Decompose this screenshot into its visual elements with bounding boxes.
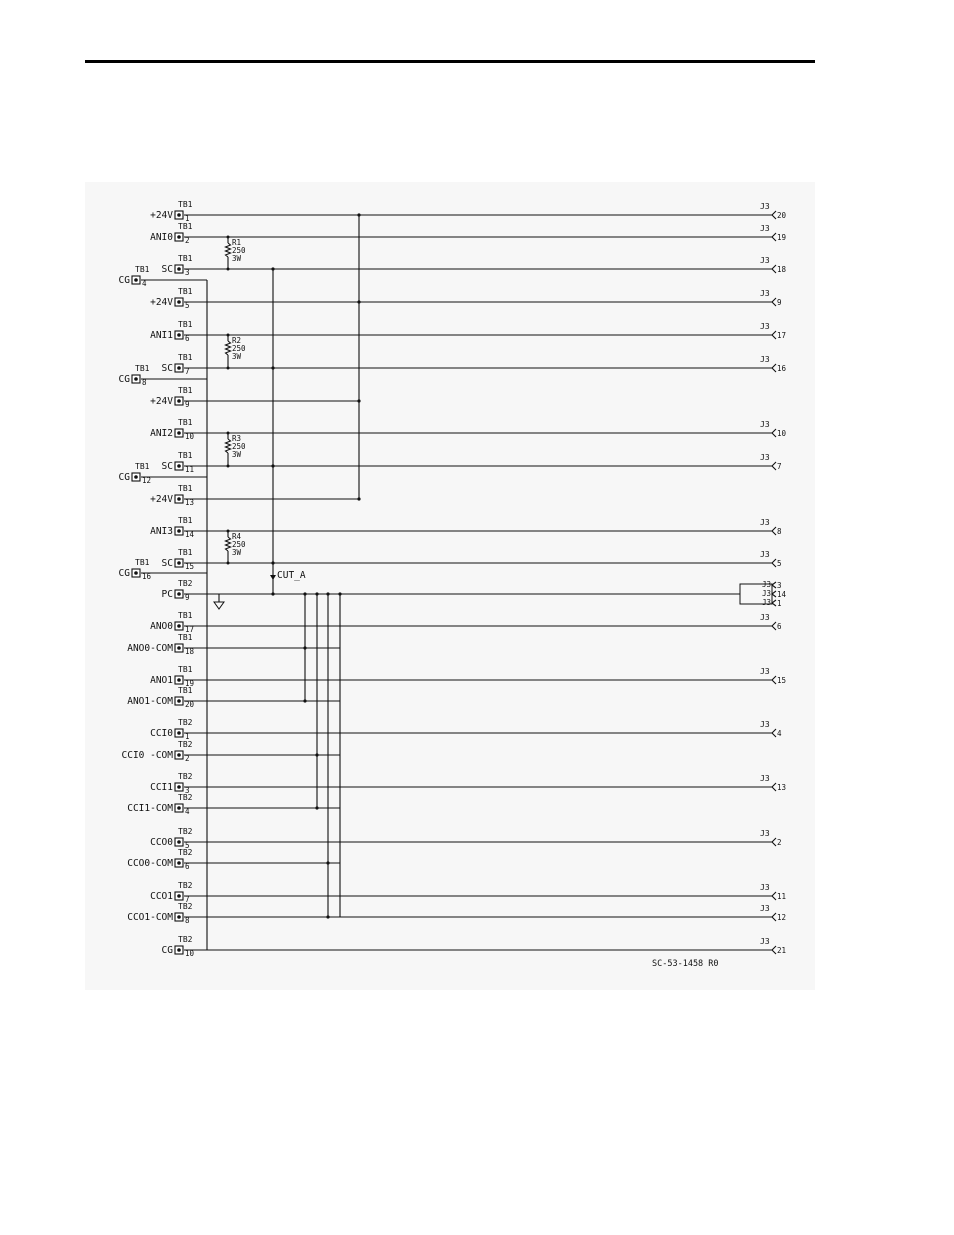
terminal-pin-number: 8 — [185, 916, 190, 925]
terminal-signal-label: SC — [161, 461, 173, 472]
terminal-pin-number: 10 — [185, 949, 195, 958]
j3-connector-label: J3 — [760, 420, 770, 429]
terminal-pin-number: 4 — [185, 807, 190, 816]
terminal-pin-number: 6 — [185, 334, 190, 343]
terminal-block-label: TB1 — [178, 451, 193, 460]
terminal-pin-number: 9 — [185, 593, 190, 602]
resistor-zigzag — [226, 243, 231, 257]
terminal-signal-label: CCO1-COM — [127, 912, 173, 923]
j3-pin-number: 4 — [777, 729, 782, 738]
terminal-pin-number: 7 — [185, 895, 190, 904]
terminal-signal-label: ANO1-COM — [127, 696, 173, 707]
terminal-pin-number: 3 — [185, 268, 190, 277]
j3-connector-arrow — [772, 233, 776, 241]
j3-connector-label: J3 — [760, 355, 770, 364]
terminal-signal-label: SC — [161, 558, 173, 569]
terminal-signal-label: CCI1 — [150, 782, 173, 793]
terminal-signal-label: CG — [161, 945, 173, 956]
terminal-pin-number: 3 — [185, 786, 190, 795]
terminal-pin-number: 2 — [185, 236, 190, 245]
terminal-block-label: TB1 — [178, 254, 193, 263]
resistor-rating: 3W — [232, 548, 242, 557]
resistor-zigzag — [226, 439, 231, 453]
terminal-signal-label: +24V — [150, 396, 173, 407]
j3-pin-number: 7 — [777, 462, 782, 471]
terminal-pin-number: 4 — [142, 279, 147, 288]
j3-connector-arrow — [772, 582, 776, 588]
j3-pin-number: 5 — [777, 559, 782, 568]
junction-dot — [315, 753, 318, 756]
terminal-block-label: TB1 — [135, 462, 150, 471]
terminal-block-label: TB2 — [178, 881, 193, 890]
j3-pin-number: 9 — [777, 298, 782, 307]
j3-connector-label: J3 — [762, 598, 772, 607]
terminal-signal-label: ANI2 — [150, 428, 173, 439]
terminal-dot — [177, 785, 181, 789]
j3-connector-arrow — [772, 211, 776, 219]
terminal-signal-label: +24V — [150, 494, 173, 505]
j3-pin-number: 16 — [777, 364, 787, 373]
terminal-signal-label: ANI3 — [150, 526, 173, 537]
j3-pin-number: 8 — [777, 527, 782, 536]
j3-connector-arrow — [772, 265, 776, 273]
resistor-zigzag — [226, 341, 231, 355]
j3-connector-label: J3 — [760, 667, 770, 676]
terminal-signal-label: ANO0-COM — [127, 643, 173, 654]
junction-dot — [303, 646, 306, 649]
terminal-dot — [177, 678, 181, 682]
j3-connector-label: J3 — [760, 256, 770, 265]
junction-dot — [271, 267, 274, 270]
terminal-dot — [177, 592, 181, 596]
terminal-signal-label: SC — [161, 363, 173, 374]
j3-pin-number: 14 — [777, 590, 787, 599]
terminal-block-label: TB1 — [135, 558, 150, 567]
j3-connector-arrow — [772, 462, 776, 470]
resistor-value: 250 — [232, 246, 246, 255]
terminal-dot — [177, 894, 181, 898]
j3-connector-label: J3 — [760, 202, 770, 211]
j3-pin-number: 2 — [777, 838, 782, 847]
j3-connector-label: J3 — [760, 720, 770, 729]
j3-connector-arrow — [772, 559, 776, 567]
j3-connector-label: J3 — [760, 829, 770, 838]
junction-dot — [326, 861, 329, 864]
terminal-pin-number: 11 — [185, 465, 195, 474]
terminal-pin-number: 20 — [185, 700, 195, 709]
j3-connector-arrow — [772, 946, 776, 954]
j3-connector-label: J3 — [760, 774, 770, 783]
terminal-pin-number: 10 — [185, 432, 195, 441]
terminal-block-label: TB1 — [178, 484, 193, 493]
junction-dot — [357, 399, 360, 402]
j3-pin-number: 13 — [777, 783, 787, 792]
terminal-block-label: TB2 — [178, 827, 193, 836]
terminal-pin-number: 14 — [185, 530, 195, 539]
j3-connector-label: J3 — [760, 224, 770, 233]
j3-connector-label: J3 — [760, 937, 770, 946]
junction-dot — [271, 561, 274, 564]
terminal-pin-number: 18 — [185, 647, 195, 656]
terminal-dot — [177, 213, 181, 217]
terminal-dot — [134, 571, 138, 575]
junction-dot — [357, 300, 360, 303]
terminal-signal-label: CCO0-COM — [127, 858, 173, 869]
terminal-dot — [177, 840, 181, 844]
j3-connector-label: J3 — [762, 580, 772, 589]
junction-dot — [227, 367, 230, 370]
terminal-block-label: TB2 — [178, 848, 193, 857]
terminal-dot — [177, 699, 181, 703]
cut-arrow-icon — [270, 575, 276, 580]
terminal-signal-label: CG — [118, 568, 130, 579]
terminal-pin-number: 16 — [142, 572, 152, 581]
junction-dot — [303, 699, 306, 702]
j3-connector-arrow — [772, 622, 776, 630]
terminal-block-label: TB1 — [178, 686, 193, 695]
terminal-signal-label: CCI1-COM — [127, 803, 173, 814]
terminal-block-label: TB1 — [178, 320, 193, 329]
terminal-pin-number: 12 — [142, 476, 152, 485]
j3-pin-number: 3 — [777, 581, 782, 590]
j3-connector-arrow — [772, 591, 776, 597]
terminal-block-label: TB1 — [135, 265, 150, 274]
j3-connector-arrow — [772, 729, 776, 737]
terminal-dot — [177, 861, 181, 865]
terminal-dot — [177, 333, 181, 337]
terminal-dot — [177, 948, 181, 952]
terminal-pin-number: 7 — [185, 367, 190, 376]
terminal-signal-label: CG — [118, 275, 130, 286]
terminal-block-label: TB2 — [178, 902, 193, 911]
terminal-signal-label: ANO0 — [150, 621, 173, 632]
terminal-pin-number: 9 — [185, 400, 190, 409]
terminal-pin-number: 6 — [185, 862, 190, 871]
terminal-block-label: TB1 — [178, 418, 193, 427]
j3-connector-arrow — [772, 331, 776, 339]
terminal-pin-number: 13 — [185, 498, 195, 507]
j3-connector-label: J3 — [760, 453, 770, 462]
terminal-dot — [134, 377, 138, 381]
terminal-pin-number: 8 — [142, 378, 147, 387]
j3-pin-number: 20 — [777, 211, 787, 220]
terminal-pin-number: 5 — [185, 841, 190, 850]
terminal-block-label: TB1 — [178, 611, 193, 620]
drawing-number: SC-53-1458 R0 — [652, 959, 719, 969]
j3-pin-number: 1 — [777, 599, 782, 608]
terminal-block-label: TB2 — [178, 793, 193, 802]
terminal-block-label: TB1 — [178, 200, 193, 209]
terminal-signal-label: SC — [161, 264, 173, 275]
j3-connector-arrow — [772, 838, 776, 846]
resistor-zigzag — [226, 537, 231, 551]
terminal-dot — [177, 806, 181, 810]
terminal-signal-label: PC — [161, 589, 173, 600]
resistor-value: 250 — [232, 442, 246, 451]
junction-dot — [227, 562, 230, 565]
terminal-block-label: TB1 — [178, 633, 193, 642]
junction-dot — [227, 268, 230, 271]
resistor-value: 250 — [232, 540, 246, 549]
terminal-block-label: TB1 — [178, 548, 193, 557]
j3-connector-arrow — [772, 298, 776, 306]
junction-dot — [357, 213, 360, 216]
terminal-dot — [177, 646, 181, 650]
terminal-dot — [177, 915, 181, 919]
terminal-dot — [134, 278, 138, 282]
junction-dot — [227, 236, 230, 239]
resistor-rating: 3W — [232, 254, 242, 263]
terminal-pin-number: 2 — [185, 754, 190, 763]
junction-dot — [315, 806, 318, 809]
terminal-block-label: TB1 — [178, 386, 193, 395]
resistor-rating: 3W — [232, 450, 242, 459]
terminal-dot — [177, 497, 181, 501]
terminal-signal-label: CCO0 — [150, 837, 173, 848]
j3-pin-number: 12 — [777, 913, 787, 922]
terminal-signal-label: CG — [118, 374, 130, 385]
j3-connector-arrow — [772, 783, 776, 791]
resistor-rating: 3W — [232, 352, 242, 361]
cut-a-label: CUT_A — [277, 570, 306, 581]
j3-pin-number: 6 — [777, 622, 782, 631]
terminal-block-label: TB1 — [178, 516, 193, 525]
ground-icon — [214, 602, 224, 609]
j3-connector-arrow — [772, 364, 776, 372]
terminal-signal-label: CCI0 — [150, 728, 173, 739]
j3-connector-arrow — [772, 892, 776, 900]
j3-connector-label: J3 — [760, 904, 770, 913]
j3-connector-label: J3 — [762, 589, 772, 598]
terminal-signal-label: +24V — [150, 297, 173, 308]
terminal-dot — [177, 300, 181, 304]
resistor-ref: R1 — [232, 238, 242, 247]
j3-connector-label: J3 — [760, 613, 770, 622]
terminal-block-label: TB2 — [178, 772, 193, 781]
terminal-block-label: TB1 — [178, 353, 193, 362]
j3-connector-label: J3 — [760, 289, 770, 298]
terminal-signal-label: ANI1 — [150, 330, 173, 341]
j3-pin-number: 21 — [777, 946, 787, 955]
j3-pin-number: 10 — [777, 429, 787, 438]
resistor-ref: R4 — [232, 532, 242, 541]
terminal-pin-number: 1 — [185, 732, 190, 741]
terminal-signal-label: ANI0 — [150, 232, 173, 243]
j3-connector-arrow — [772, 676, 776, 684]
j3-pin-number: 18 — [777, 265, 787, 274]
junction-dot — [326, 915, 329, 918]
terminal-pin-number: 15 — [185, 562, 195, 571]
terminal-signal-label: CG — [118, 472, 130, 483]
terminal-signal-label: CCI0 -COM — [121, 750, 173, 761]
terminal-block-label: TB2 — [178, 579, 193, 588]
j3-connector-arrow — [772, 913, 776, 921]
terminal-signal-label: CCO1 — [150, 891, 173, 902]
resistor-ref: R2 — [232, 336, 242, 345]
junction-dot — [271, 464, 274, 467]
j3-connector-label: J3 — [760, 550, 770, 559]
resistor-value: 250 — [232, 344, 246, 353]
terminal-dot — [177, 366, 181, 370]
junction-dot — [227, 530, 230, 533]
junction-dot — [357, 497, 360, 500]
terminal-block-label: TB2 — [178, 935, 193, 944]
terminal-block-label: TB1 — [135, 364, 150, 373]
terminal-signal-label: ANO1 — [150, 675, 173, 686]
j3-connector-arrow — [772, 429, 776, 437]
terminal-dot — [177, 561, 181, 565]
j3-connector-arrow — [772, 600, 776, 606]
junction-dot — [271, 366, 274, 369]
terminal-pin-number: 17 — [185, 625, 195, 634]
terminal-block-label: TB1 — [178, 665, 193, 674]
j3-pin-number: 11 — [777, 892, 787, 901]
terminal-pin-number: 19 — [185, 679, 195, 688]
j3-connector-label: J3 — [760, 322, 770, 331]
terminal-dot — [177, 399, 181, 403]
terminal-dot — [177, 529, 181, 533]
terminal-pin-number: 5 — [185, 301, 190, 310]
j3-pin-number: 17 — [777, 331, 787, 340]
terminal-dot — [177, 624, 181, 628]
junction-dot — [227, 432, 230, 435]
j3-pin-number: 15 — [777, 676, 787, 685]
j3-connector-arrow — [772, 527, 776, 535]
terminal-dot — [177, 235, 181, 239]
j3-connector-label: J3 — [760, 518, 770, 527]
terminal-block-label: TB2 — [178, 740, 193, 749]
junction-dot — [227, 465, 230, 468]
j3-connector-label: J3 — [760, 883, 770, 892]
terminal-signal-label: +24V — [150, 210, 173, 221]
terminal-dot — [177, 431, 181, 435]
terminal-dot — [177, 753, 181, 757]
junction-dot — [227, 334, 230, 337]
terminal-pin-number: 1 — [185, 214, 190, 223]
terminal-dot — [177, 464, 181, 468]
terminal-dot — [177, 731, 181, 735]
terminal-block-label: TB2 — [178, 718, 193, 727]
terminal-block-label: TB1 — [178, 287, 193, 296]
resistor-ref: R3 — [232, 434, 242, 443]
terminal-dot — [134, 475, 138, 479]
terminal-dot — [177, 267, 181, 271]
j3-pin-number: 19 — [777, 233, 787, 242]
terminal-block-label: TB1 — [178, 222, 193, 231]
